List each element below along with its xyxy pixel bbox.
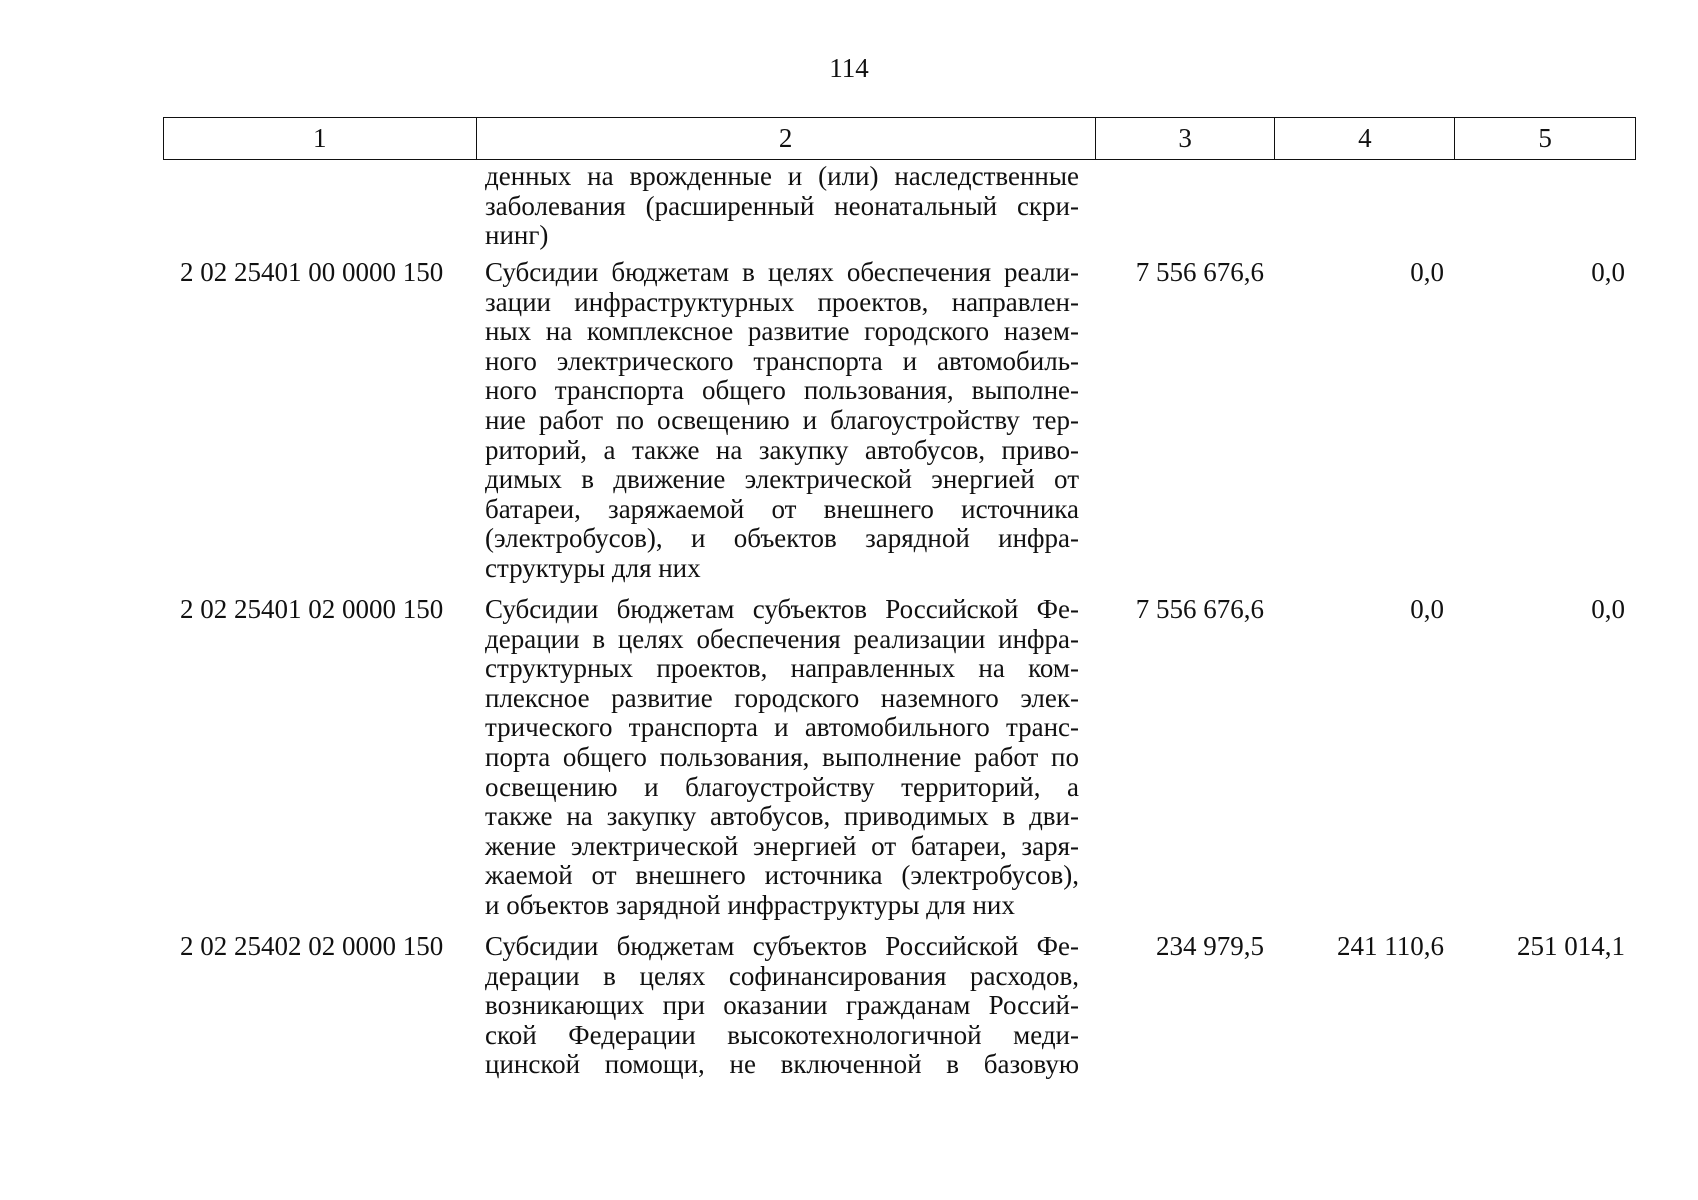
description-line: нинг) (485, 220, 549, 251)
description-line: ного электрического транспорта и автомобиль- (485, 345, 1079, 376)
description-line: риторий, а также на закупку автобусов, приво- (485, 434, 1079, 465)
description (485, 258, 1079, 584)
amount-col-4: 0,0 (1410, 257, 1444, 287)
description-line: жаемой от внешнего источника (электробусов), (485, 860, 1079, 891)
description-line: ного транспорта общего пользования, выполне- (485, 375, 1079, 406)
description-line: жение электрической энергией от батареи, заря- (485, 830, 1079, 861)
amount-col-3: 234 979,5 (1156, 931, 1264, 961)
amount-col-5: 0,0 (1591, 257, 1625, 287)
description (485, 932, 1079, 1080)
header-col-5: 5 (1454, 118, 1635, 159)
description-line: ние работ по освещению и благоустройству тер- (485, 404, 1079, 435)
description-line: ных на комплексное развитие городского назем- (485, 316, 1079, 347)
description-line: заболевания (расширенный неонатальный скри- (485, 190, 1079, 221)
amount-col-3: 7 556 676,6 (1135, 594, 1264, 624)
description-line: структуры для них (485, 552, 701, 583)
amount-col-5: 251 014,1 (1517, 931, 1625, 961)
budget-code: 2 02 25401 02 0000 150 (180, 594, 444, 624)
budget-code: 2 02 25401 00 0000 150 (180, 257, 444, 287)
description-line: плексное развитие городского наземного элек- (485, 682, 1079, 713)
description-line: дерации в целях обеспечения реализации инфра- (485, 623, 1079, 654)
page-number: 114 (829, 53, 869, 83)
description-line: Субсидии бюджетам субъектов Российской Фе- (485, 931, 1079, 961)
header-col-1: 1 (313, 123, 327, 153)
description-line: порта общего пользования, выполнение работ по (485, 741, 1079, 772)
description-line: также на закупку автобусов, приводимых в дви- (485, 801, 1079, 832)
description-line: димых в движение электрической энергией от (485, 464, 1079, 495)
description (485, 595, 1079, 921)
table-header-row (163, 117, 1636, 160)
header-col-3: 3 (1095, 118, 1275, 159)
description (485, 162, 1079, 251)
description-line: структурных проектов, направленных на ком- (485, 653, 1079, 684)
amount-col-3: 7 556 676,6 (1135, 257, 1264, 287)
description-line: Субсидии бюджетам в целях обеспечения реали- (485, 257, 1079, 287)
amount-col-5: 0,0 (1591, 594, 1625, 624)
description-line: (электробусов), и объектов зарядной инфра- (485, 523, 1079, 554)
budget-code: 2 02 25402 02 0000 150 (180, 931, 444, 961)
description-line: батареи, заряжаемой от внешнего источника (485, 493, 1079, 524)
amount-col-4: 0,0 (1410, 594, 1444, 624)
amount-col-4: 241 110,6 (1337, 931, 1444, 961)
description-line: и объектов зарядной инфраструктуры для них (485, 889, 1015, 920)
description-line: Субсидии бюджетам субъектов Российской Фе- (485, 594, 1079, 624)
description-line: освещению и благоустройству территорий, а (485, 771, 1079, 802)
description-line: ской Федерации высокотехнологичной меди- (485, 1019, 1079, 1050)
header-col-2: 2 (476, 118, 1095, 159)
description-line: трического транспорта и автомобильного транс- (485, 712, 1079, 743)
description-line: зации инфраструктурных проектов, направлен- (485, 286, 1079, 317)
description-line: цинской помощи, не включенной в базовую (485, 1049, 1079, 1080)
description-line: денных на врожденные и (или) наследственные (485, 161, 1079, 191)
header-col-4: 4 (1274, 118, 1454, 159)
description-line: возникающих при оказании гражданам Россий- (485, 990, 1079, 1021)
description-line: дерации в целях софинансирования расходов, (485, 960, 1079, 991)
